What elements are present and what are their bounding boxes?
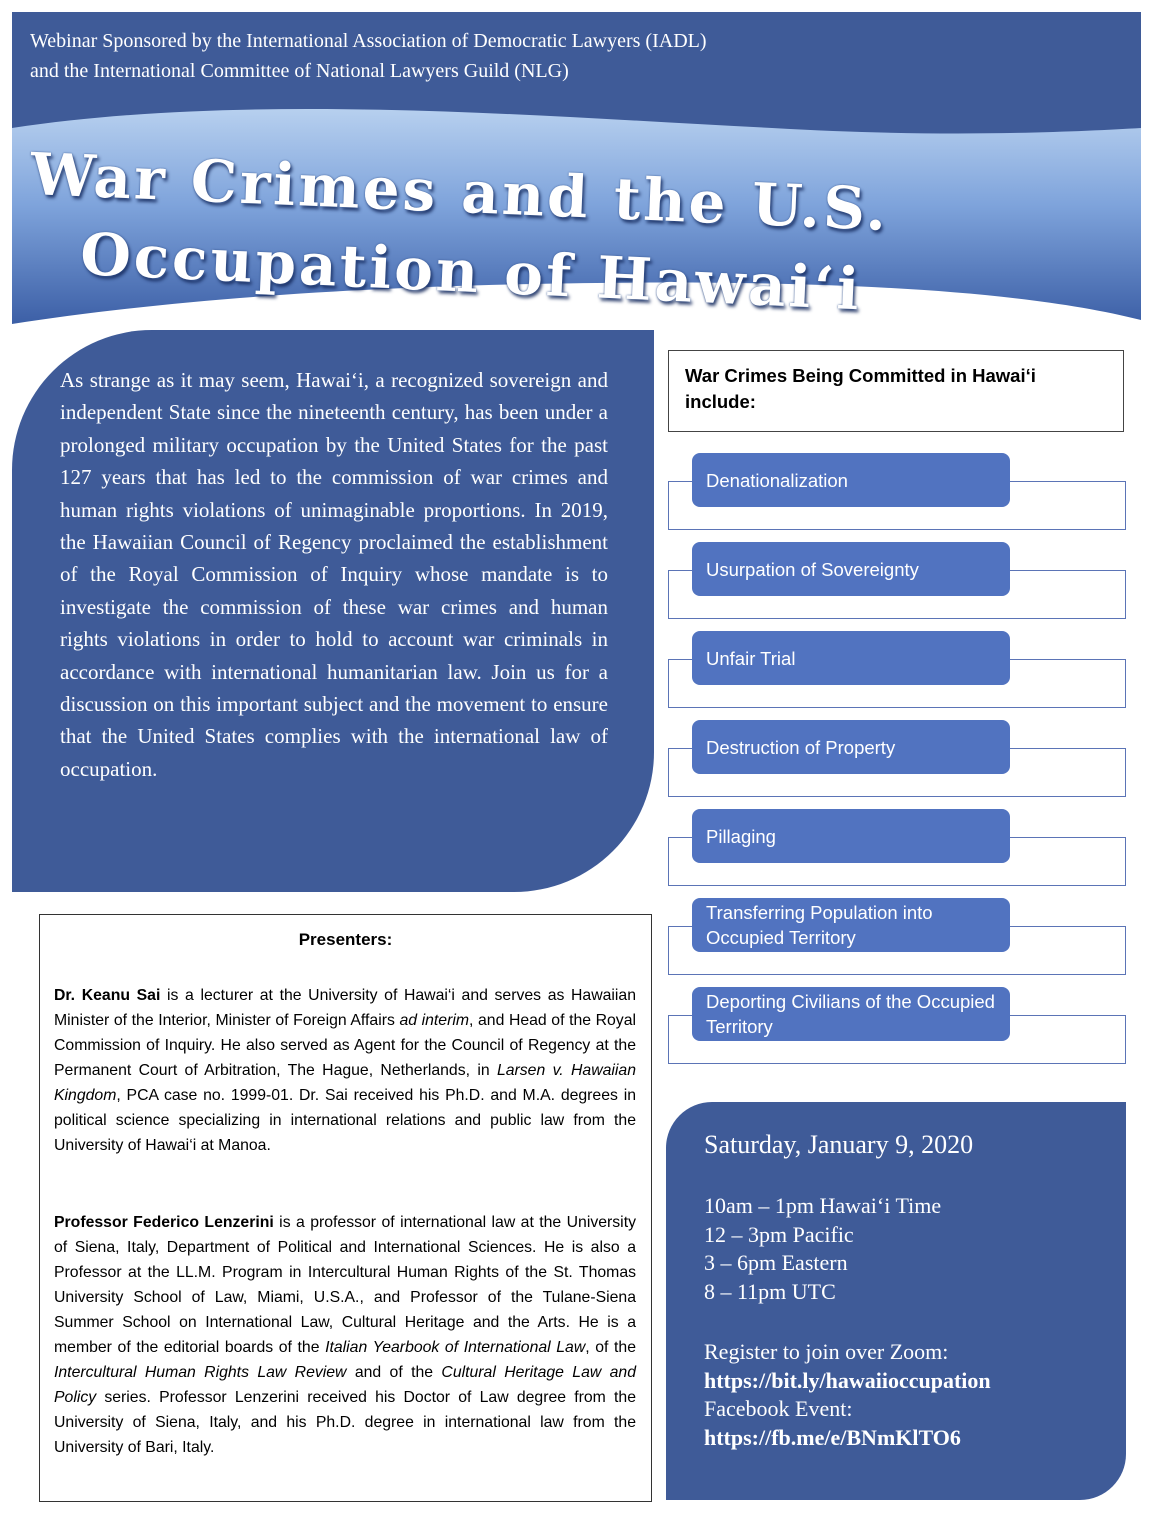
title-line-2: Occupation of Hawai‘i (78, 220, 864, 324)
register-label: Register to join over Zoom: (704, 1339, 949, 1364)
bio-text: series. Professor Lenzerini received his Doctor of Law degree from the University of Siena, Italy, and his Ph.D. degree in international law from the University of Bari, Italy. (54, 1389, 636, 1456)
time-pacific: 12 – 3pm Pacific (704, 1221, 854, 1247)
bio-italic: Intercultural Human Rights Law Review (54, 1364, 347, 1381)
time-hawaii: 10am – 1pm Hawai‘i Time (704, 1193, 942, 1218)
bio-italic: Cultural Heritage Law and Policy (54, 1364, 636, 1406)
sponsor-text (30, 26, 707, 86)
bio-text: , of the (585, 1339, 636, 1356)
bio-italic: ad interim (399, 1012, 470, 1029)
sponsor-line-2: and the International Committee of National Lawyers Guild (NLG) (30, 60, 569, 82)
bio-text: , and Head of the Royal Commission of Inquiry. He also served as Agent for the Council of Regency at the Permanent Court of Arbitration, The Hague, Netherlands, in (54, 1012, 636, 1079)
presenter-bio-lenzerini (54, 1210, 636, 1460)
list-item: Pillaging (692, 809, 1010, 863)
bio-italic: Italian Yearbook of International Law (325, 1339, 586, 1356)
list-item: Denationalization (692, 453, 1010, 507)
facebook-label: Facebook Event: (704, 1396, 853, 1421)
presenter-name: Dr. Keanu Sai (54, 987, 161, 1004)
event-times (704, 1192, 941, 1306)
presenter-name: Professor Federico Lenzerini (54, 1214, 274, 1231)
war-crimes-heading: War Crimes Being Committed in Hawai‘i include: (685, 365, 1036, 412)
time-eastern: 3 – 6pm Eastern (704, 1250, 848, 1275)
list-item: Usurpation of Sovereignty (692, 542, 1010, 596)
registration-info (704, 1338, 991, 1452)
header-banner (12, 12, 1141, 332)
bio-text: is a lecturer at the University of Hawai‘i and serves as Hawaiian Minister of the Interior, Minister of Foreign Affairs (54, 987, 636, 1029)
presenters-heading: Presenters: (298, 930, 393, 949)
list-item: Destruction of Property (692, 720, 1010, 774)
war-crimes-heading-box (668, 350, 1124, 432)
intro-text: As strange as it may seem, Hawai‘i, a recognized sovereign and independent State since the nineteenth century, has been under a prolonged military occupation by the United States for the past 127 years that has led to the commission of war crimes and human rights violations of unimaginable proportions. In 2019, the Hawaiian Council of Regency proclaimed the establishment of the Royal Commission of Inquiry whose mandate is to investigate the commission of these war crimes and human rights violations in order to hold to account war criminals in accordance with international humanitarian law. Join us for a discussion on this important subject and the movement to ensure that the United States complies with the international law of occupation. (60, 368, 608, 781)
list-item: Transferring Population into Occupied Territory (692, 898, 1010, 952)
event-date: Saturday, January 9, 2020 (704, 1130, 974, 1159)
sponsor-line-1: Webinar Sponsored by the International Association of Democratic Lawyers (IADL) (30, 30, 707, 52)
bio-text: and of the (346, 1364, 442, 1381)
list-item: Deporting Civilians of the Occupied Territory (692, 987, 1010, 1041)
list-item: Unfair Trial (692, 631, 1010, 685)
event-panel (666, 1102, 1126, 1500)
zoom-link[interactable]: https://bit.ly/hawaiioccupation (704, 1367, 991, 1393)
bio-text: is a professor of international law at the University of Siena, Italy, Department of Political and International Sciences. He is also a Professor at the LL.M. Program in Intercultural Human Rights of the St. Thomas University School of Law, Miami, U.S.A., and Professor of the Tulane-Siena Summer School on International Law, Cultural Heritage and the Arts. He is a member of the editorial boards of the (54, 1214, 636, 1356)
intro-panel (12, 330, 654, 892)
bio-italic: Larsen v. Hawaiian Kingdom (54, 1062, 637, 1104)
bio-text: , PCA case no. 1999-01. Dr. Sai received his Ph.D. and M.A. degrees in political science specializing in international relations and public law from the University of Hawai‘i at Manoa. (54, 1087, 636, 1154)
facebook-link[interactable]: https://fb.me/e/BNmKlTO6 (704, 1424, 961, 1450)
presenter-bio-sai (54, 983, 636, 1158)
title-line-1: War Crimes and the U.S. (29, 140, 891, 244)
time-utc: 8 – 11pm UTC (704, 1278, 836, 1304)
presenters-box (39, 914, 652, 1502)
